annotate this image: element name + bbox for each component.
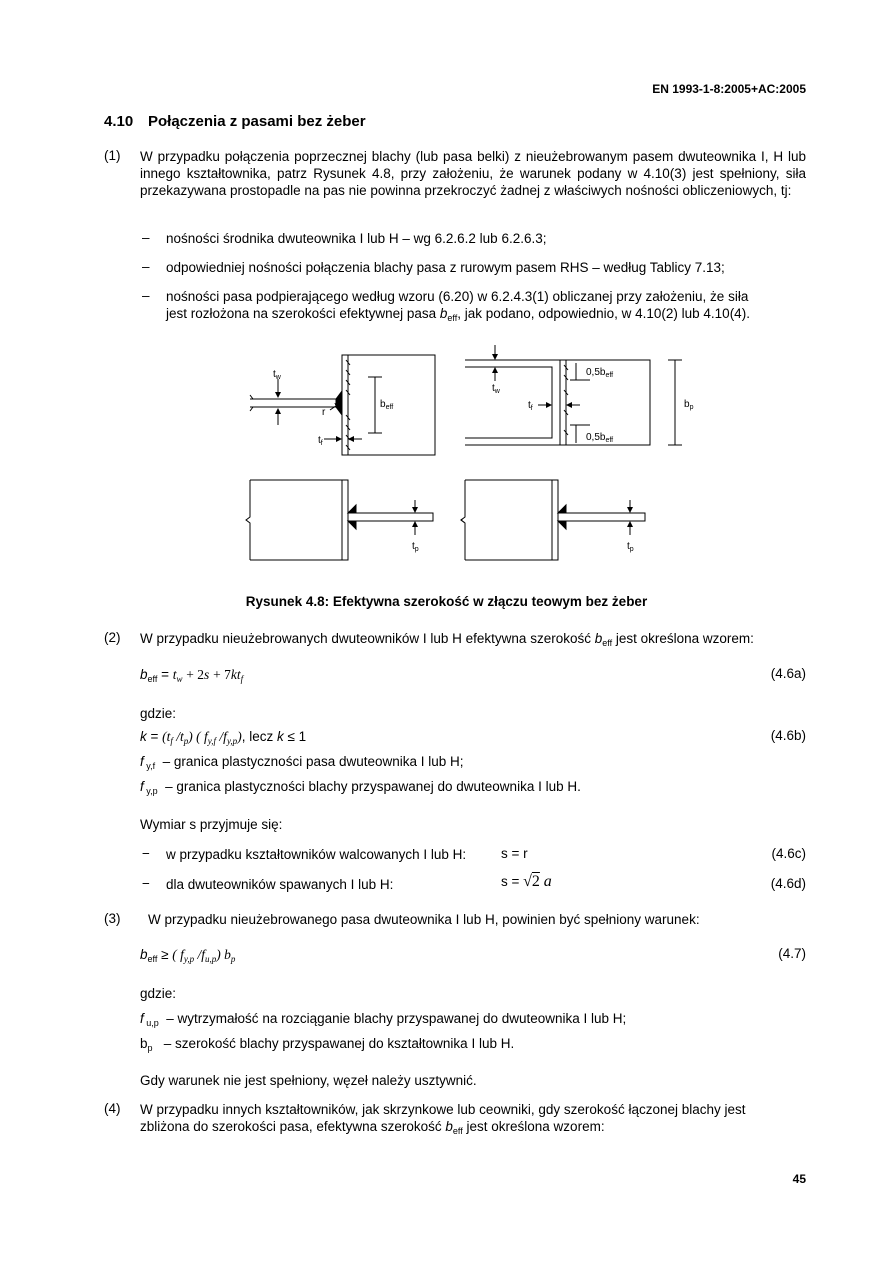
paragraph-4-text: W przypadku innych kształtowników, jak skrzynkowe lub ceowniki, gdy szerokość łączonej blachy jest zbliżona do szerokości pasa, efektywna szerokość $b_{eff}$ jest określona wzorem: bbox=[140, 1102, 746, 1136]
figure-4-8 bbox=[240, 345, 694, 565]
bottom-left-detail bbox=[246, 480, 433, 560]
beff-symbol: b bbox=[594, 631, 603, 646]
paragraph-number-4: (4) bbox=[104, 1101, 121, 1116]
fyp-definition: f $_{y,p}$ – granica plastyczności blachy przyspawanej do dwuteownika I lub H. bbox=[140, 779, 581, 796]
label-beff: $b_{eff}$ bbox=[380, 399, 394, 411]
s2-val: s = bbox=[501, 874, 524, 889]
gdzie-label-2: gdzie: bbox=[140, 986, 177, 1001]
bp-desc: – szerokość blachy przyspawanej do kształtownika I lub H. bbox=[163, 1036, 515, 1051]
bullet-3-line-1: nośności pasa podpierającego według wzoru (6.20) w 6.2.4.3(1) obliczanej przy założeniu, że siła bbox=[166, 289, 749, 304]
paragraph-2-text bbox=[140, 630, 806, 647]
beff-sub: eff bbox=[147, 674, 158, 684]
label-tf: $t_f$ bbox=[318, 435, 323, 447]
formula-4-6b: $k = (t_f$ $/t_p$) ( $f_{y,f}$ $/f_{y,p}$), lecz k ≤ 1 bbox=[140, 729, 307, 746]
s-welded: dla dwuteowników spawanych I lub H: bbox=[166, 877, 394, 892]
page-number: 45 bbox=[792, 1172, 806, 1186]
label-tf-2: $t_f$ bbox=[528, 400, 533, 412]
paragraph-number-3: (3) bbox=[104, 911, 121, 926]
p4-text-b: zbliżona do szerokości pasa, efektywna szerokość bbox=[140, 1119, 446, 1134]
bullet-dash: − bbox=[142, 876, 150, 891]
label-half-beff-top: $0,5b_{eff}$ bbox=[586, 367, 614, 379]
eq-number-4-6d: (4.6d) bbox=[770, 876, 806, 891]
bullet-dash: – bbox=[142, 288, 150, 303]
beff-sub: eff bbox=[147, 954, 158, 964]
bullet-dash: − bbox=[142, 846, 150, 861]
fyf-desc: – granica plastyczności pasa dwuteownika I lub H; bbox=[162, 754, 464, 769]
bullet-3 bbox=[166, 288, 806, 322]
bullet-2: odpowiedniej nośności połączenia blachy pasa z rurowym pasem RHS – według Tablicy 7.13; bbox=[166, 260, 725, 275]
paragraph-1-text: W przypadku połączenia poprzecznej blachy (lub pasa belki) z nieużebrowanym pasem dwuteownika I, H lub innego kształtownika, patrz Rysunek 4.8, przy założeniu, że warunek podany w 4.10(3) jest spełniony, siła przekazywana prostopadle na pas nie powinna przekroczyć żadnej z właściwych nośności obliczeniowych, tj: bbox=[140, 149, 806, 198]
fup-definition: f $_{u,p}$ – wytrzymałość na rozciąganie blachy przyspawanej do dwuteownika I lub H; bbox=[140, 1011, 627, 1028]
fyp-desc: – granica plastyczności blachy przyspawanej do dwuteownika I lub H. bbox=[165, 779, 581, 794]
document-code: EN 1993-1-8:2005+AC:2005 bbox=[652, 82, 806, 96]
bullet-dash: – bbox=[142, 230, 150, 245]
formula-4-7: $b_{eff}$ ≥ ( $f_{y,p}$ $/f_{u,p}$) $b_p$ bbox=[140, 947, 236, 964]
label-tp-2: $t_p$ bbox=[627, 541, 634, 553]
label-bp: $b_p$ bbox=[684, 399, 694, 411]
eq-number-4-6a: (4.6a) bbox=[770, 666, 806, 681]
stiffen-note: Gdy warunek nie jest spełniony, węzeł należy usztywnić. bbox=[140, 1073, 477, 1088]
label-tp: $t_p$ bbox=[412, 541, 419, 553]
eq-number-4-6b: (4.6b) bbox=[770, 728, 806, 743]
formula-4-6a: $b_{eff} = t_w + 2s + 7kt_f$ bbox=[140, 667, 244, 684]
fup-desc: – wytrzymałość na rozciąganie blachy przyspawanej do dwuteownika I lub H; bbox=[166, 1011, 627, 1026]
beff-symbol: b bbox=[140, 667, 148, 682]
label-tw-2: $t_w$ bbox=[492, 383, 500, 395]
top-right-detail bbox=[465, 345, 682, 445]
s-rolled: w przypadku kształtowników walcowanych I lub H: bbox=[166, 847, 467, 862]
beff-sub: eff bbox=[447, 313, 458, 323]
label-tw: $t_w$ bbox=[273, 369, 281, 381]
bp-definition: $b_p$ – szerokość blachy przyspawanej do kształtownika I lub H. bbox=[140, 1036, 515, 1053]
top-left-detail bbox=[250, 355, 435, 455]
paragraph-number-1: (1) bbox=[104, 148, 121, 163]
fyf-definition: f $_{y,f}$ – granica plastyczności pasa dwuteownika I lub H; bbox=[140, 754, 464, 771]
s-rolled-value: s = r bbox=[501, 846, 528, 861]
label-half-beff-bottom: $0,5b_{eff}$ bbox=[586, 432, 614, 444]
p2-text-b: jest określona wzorem: bbox=[612, 631, 754, 646]
figure-caption: Rysunek 4.8: Efektywna szerokość w złączu teowym bez żeber bbox=[245, 594, 648, 609]
label-r: r bbox=[322, 407, 326, 418]
section-number: 4.10 bbox=[104, 113, 134, 130]
paragraph-number-2: (2) bbox=[104, 630, 121, 645]
bullet-1: nośności środnika dwuteownika I lub H – wg 6.2.6.2 lub 6.2.6.3; bbox=[166, 231, 547, 246]
eq-number-4-6c: (4.6c) bbox=[771, 846, 806, 861]
bullet-3-line-2b: , jak podano, odpowiednio, w 4.10(2) lub 4.10(4). bbox=[457, 306, 750, 321]
p4-text-a: W przypadku innych kształtowników, jak skrzynkowe lub ceowniki, gdy szerokość łączonej blachy jest bbox=[140, 1102, 746, 1117]
s-welded-value: s = √2 a bbox=[501, 873, 552, 890]
beff-symbol: b bbox=[439, 306, 448, 321]
p4-text-c: jest określona wzorem: bbox=[462, 1119, 605, 1134]
bullet-3-line-2a: jest rozłożona na szerokości efektywnej pasa bbox=[166, 306, 440, 321]
paragraph-3-text: W przypadku nieużebrowanego pasa dwuteownika I lub H, powinien być spełniony warunek: bbox=[148, 912, 700, 927]
bottom-right-detail bbox=[461, 480, 645, 560]
eq-number-4-7: (4.7) bbox=[778, 946, 806, 961]
section-title: Połączenia z pasami bez żeber bbox=[148, 113, 366, 130]
beff-sub: eff bbox=[602, 638, 613, 648]
s-intro: Wymiar s przyjmuje się: bbox=[140, 817, 283, 832]
gdzie-label: gdzie: bbox=[140, 706, 177, 721]
k-cond: ≤ 1 bbox=[283, 729, 307, 744]
p2-text-a: W przypadku nieużebrowanych dwuteowników I lub H efektywna szerokość bbox=[140, 631, 595, 646]
beff-sub: eff bbox=[452, 1126, 463, 1136]
k-rest: , lecz bbox=[241, 729, 277, 744]
bullet-dash: – bbox=[142, 259, 150, 274]
